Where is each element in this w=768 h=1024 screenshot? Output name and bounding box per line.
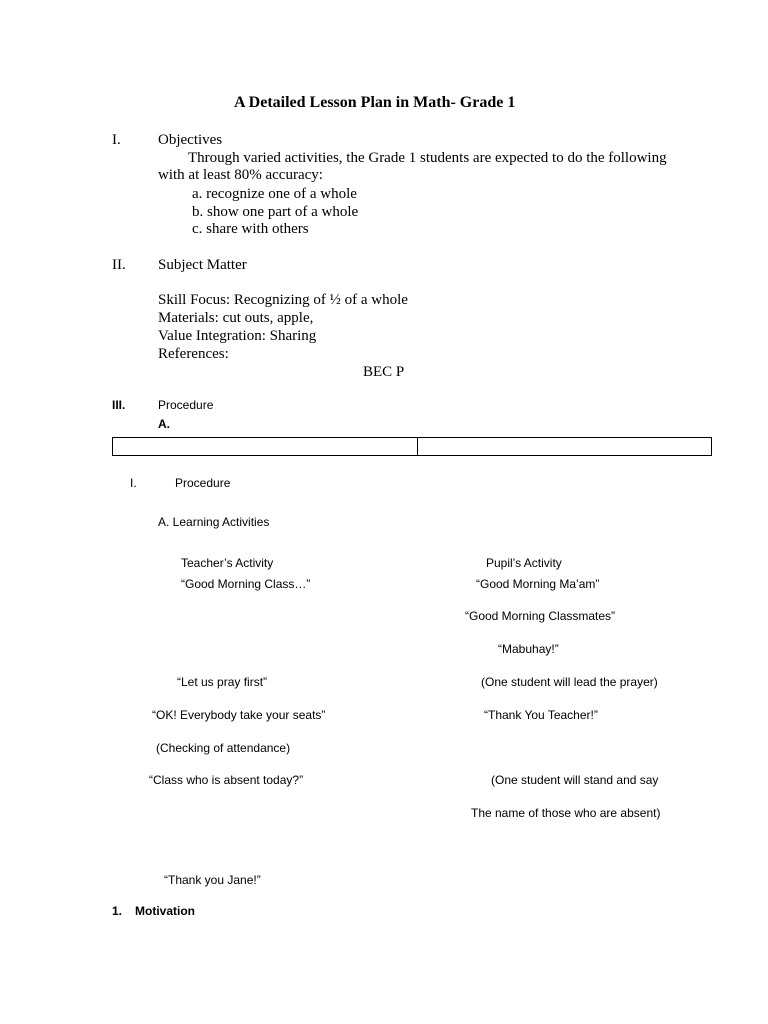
objectives-intro-line2: with at least 80% accuracy: [158, 167, 323, 183]
teacher-line: “OK! Everybody take your seats” [152, 708, 326, 722]
empty-table [112, 437, 712, 456]
teacher-line: “Good Morning Class…” [181, 577, 311, 591]
references-label: References: [158, 346, 229, 362]
page-title: A Detailed Lesson Plan in Math- Grade 1 [234, 94, 516, 111]
table-cell-left [113, 438, 418, 455]
objectives-numeral: I. [112, 132, 121, 148]
procedure-numeral: III. [112, 398, 126, 412]
motivation-heading: Motivation [135, 904, 195, 918]
teacher-line: “Thank you Jane!” [164, 873, 261, 887]
pupil-line: (One student will lead the prayer) [481, 675, 658, 689]
pupil-line: “Thank You Teacher!” [484, 708, 598, 722]
pupil-line: “Good Morning Ma’am” [476, 577, 600, 591]
pupil-line: (One student will stand and say [491, 773, 659, 787]
pupil-line: “Mabuhay!” [498, 642, 559, 656]
teacher-line: “Let us pray first” [177, 675, 268, 689]
pupil-line: “Good Morning Classmates” [465, 609, 616, 623]
objectives-heading: Objectives [158, 132, 223, 148]
learning-activities-heading: A. Learning Activities [158, 515, 270, 529]
objective-item: b. show one part of a whole [192, 204, 359, 220]
procedure2-numeral: I. [130, 476, 137, 490]
teacher-line: “Class who is absent today?” [149, 773, 304, 787]
skill-focus: Skill Focus: Recognizing of ½ of a whole [158, 292, 408, 308]
objective-item: a. recognize one of a whole [192, 186, 357, 202]
value-integration: Value Integration: Sharing [158, 328, 317, 344]
subject-matter-heading: Subject Matter [158, 257, 247, 273]
procedure-sub-a: A. [158, 417, 170, 431]
objective-item: c. share with others [192, 221, 309, 237]
table-cell-right [418, 438, 711, 455]
objectives-intro-line1: Through varied activities, the Grade 1 students are expected to do the following [188, 150, 667, 166]
pupil-line: The name of those who are absent) [471, 806, 661, 820]
motivation-number: 1. [112, 904, 123, 918]
materials: Materials: cut outs, apple, [158, 310, 314, 326]
subject-matter-numeral: II. [112, 257, 126, 273]
teacher-line: (Checking of attendance) [156, 741, 291, 755]
pupil-activity-heading: Pupil’s Activity [486, 556, 562, 570]
teacher-activity-heading: Teacher’s Activity [181, 556, 274, 570]
procedure2-heading: Procedure [175, 476, 231, 490]
reference-value: BEC P [363, 364, 405, 380]
procedure-heading: Procedure [158, 398, 214, 412]
